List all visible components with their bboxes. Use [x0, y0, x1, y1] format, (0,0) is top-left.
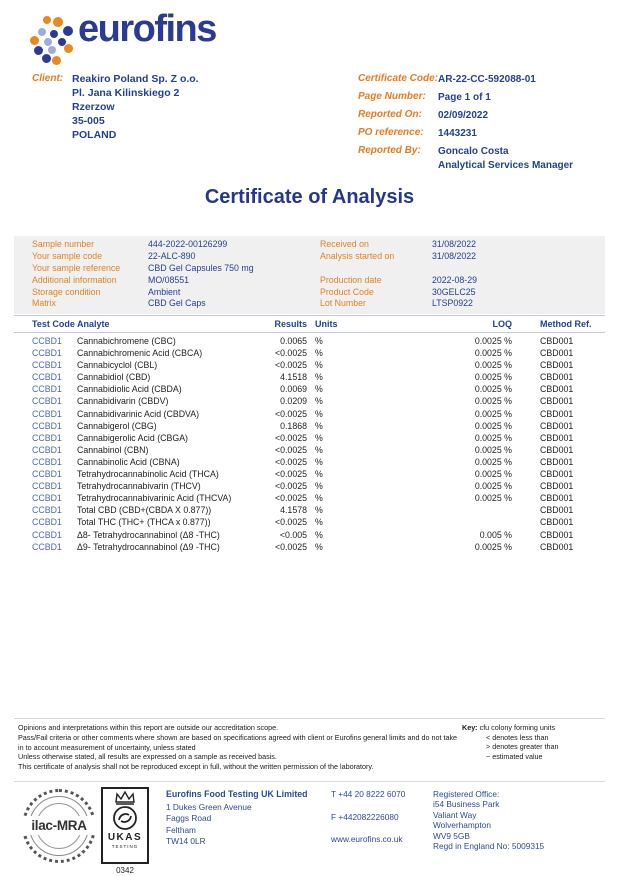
cell-loq: 0.0025 % [474, 493, 512, 504]
sample-info-label: Received on [320, 239, 369, 249]
divider [14, 781, 605, 782]
cell-loq: 0.0025 % [474, 408, 512, 419]
cell-test-code: CCBD1 [32, 493, 62, 504]
meta-value [438, 91, 491, 105]
cell-method-ref: CBD001 [540, 529, 574, 540]
cell-unit: % [315, 505, 323, 516]
cell-method-ref: CBD001 [540, 505, 574, 516]
registered-office-line: Wolverhampton [433, 820, 491, 831]
sample-info-label: Product Code [320, 286, 374, 297]
cell-method-ref: CBD001 [540, 469, 574, 480]
cell-result: <0.0025 [274, 444, 307, 455]
sample-info-panel [14, 236, 605, 314]
cell-unit: % [315, 372, 323, 383]
cell-unit: % [315, 348, 323, 359]
cell-analyte: Cannabidiolic Acid (CBDA) [77, 384, 182, 395]
disclaimer-line: Unless otherwise stated, all results are expressed on a sample as received basis. [18, 752, 277, 762]
phone-number: T +44 20 8222 6070 [331, 789, 406, 799]
cell-result: <0.0025 [274, 456, 307, 467]
sample-info-label: Sample number [32, 239, 95, 249]
logo-dot [48, 46, 56, 54]
meta-value-line: Goncalo Costa [438, 146, 509, 158]
results-table-body [14, 335, 605, 553]
cell-result: 0.1868 [280, 420, 307, 431]
key-legend [462, 723, 559, 761]
cell-analyte: Total CBD (CBD+(CBDA X 0.877)) [77, 505, 212, 516]
results-table-row [14, 335, 605, 347]
cell-method-ref: CBD001 [540, 444, 574, 455]
results-table-row [14, 541, 605, 553]
results-table-row [14, 529, 605, 541]
logo-dot [38, 28, 46, 36]
cell-unit: % [315, 360, 323, 371]
cell-test-code: CCBD1 [32, 360, 62, 371]
cell-test-code: CCBD1 [32, 420, 62, 431]
meta-row [358, 127, 608, 141]
cell-result: <0.0025 [274, 493, 307, 504]
cell-unit: % [315, 456, 323, 467]
cell-method-ref: CBD001 [540, 541, 574, 552]
cell-analyte: Cannabichromenic Acid (CBCA) [77, 348, 203, 359]
ukas-number: 0342 [116, 866, 134, 875]
cell-unit: % [315, 469, 323, 480]
cell-result: <0.0025 [274, 469, 307, 480]
results-table-row [14, 432, 605, 444]
cell-analyte: Cannabinolic Acid (CBNA) [77, 456, 180, 467]
cell-method-ref: CBD001 [540, 336, 574, 346]
cell-result: <0.0025 [274, 481, 307, 492]
cell-test-code: CCBD1 [32, 396, 62, 407]
logo-dot [63, 26, 73, 36]
divider [14, 718, 605, 719]
results-table-row [14, 468, 605, 480]
cell-analyte: Cannabigerol (CBG) [77, 420, 157, 431]
cell-result: <0.0025 [274, 517, 307, 528]
sample-info-label: Lot Number [320, 298, 366, 309]
meta-row [358, 145, 608, 172]
cell-loq: 0.0025 % [474, 481, 512, 492]
cell-loq: 0.005 % [479, 529, 512, 540]
sample-info-value: 30GELC25 [432, 286, 476, 297]
sample-info-value: CBD Gel Caps [148, 298, 206, 309]
results-table-row [14, 504, 605, 516]
registered-office-line: i54 Business Park [433, 799, 500, 810]
results-table-row [14, 395, 605, 407]
sample-info-value: 31/08/2022 [432, 239, 477, 249]
cell-result: <0.0025 [274, 541, 307, 552]
results-table-row [14, 408, 605, 420]
cell-analyte: Cannabidivarin (CBDV) [77, 396, 169, 407]
company-address-lines [166, 802, 308, 848]
sample-info-label [320, 263, 432, 275]
cell-analyte: Cannabigerolic Acid (CBGA) [77, 432, 188, 443]
disclaimer-line: Pass/Fail criteria or other comments where shown are based on specifications agreed with client or Eurofins general limits and do not take in to account measurement of uncertainty, unless stated [18, 732, 458, 752]
meta-value-line: 1443231 [438, 128, 477, 140]
cell-unit: % [315, 384, 323, 395]
sample-info-row [14, 263, 605, 275]
cell-method-ref: CBD001 [540, 384, 574, 395]
logo-dot [52, 56, 61, 65]
meta-value-line-2: Analytical Services Manager [438, 159, 574, 171]
cell-method-ref: CBD001 [540, 456, 574, 467]
sample-info-row [14, 239, 605, 251]
crown-icon [114, 791, 136, 805]
sample-info-value: MO/08551 [148, 274, 190, 285]
results-table-row [14, 371, 605, 383]
cell-result: 0.0065 [280, 336, 307, 346]
ilac-mra-logo [22, 789, 96, 863]
sample-info-value: 22-ALC-890 [148, 250, 196, 261]
ukas-name: UKAS [107, 832, 143, 843]
meta-value-line: 02/09/2022 [438, 110, 489, 122]
cell-unit: % [315, 420, 323, 431]
cell-result: 4.1578 [280, 505, 307, 516]
sample-info-label: Your sample code [32, 250, 103, 261]
company-address-line: TW14 0LR [166, 836, 206, 847]
cell-method-ref: CBD001 [540, 360, 574, 371]
results-table-row [14, 383, 605, 395]
client-address-line: Rzerzow [72, 101, 115, 113]
results-table-row [14, 359, 605, 371]
disclaimer-line: Opinions and interpretations within this report are outside our accreditation scope. [18, 723, 279, 732]
results-table-row [14, 456, 605, 468]
cell-unit: % [315, 541, 323, 552]
company-address-line: 1 Dukes Green Avenue [166, 802, 252, 812]
meta-value-line: Page 1 of 1 [438, 92, 491, 104]
cell-test-code: CCBD1 [32, 541, 62, 552]
company-name: Eurofins Food Testing UK Limited [166, 789, 308, 799]
sample-info-label: Matrix [32, 298, 56, 309]
cell-loq: 0.0025 % [474, 372, 512, 383]
meta-value [438, 127, 477, 141]
cell-analyte: Total THC (THC+ (THCA x 0.877)) [77, 517, 211, 528]
header-analyte: Analyte [77, 319, 110, 329]
cell-loq: 0.0025 % [474, 336, 512, 346]
header-test-code: Test Code [32, 319, 75, 329]
company-address-block [166, 789, 308, 848]
meta-row [358, 109, 608, 123]
disclaimer-text [18, 723, 464, 772]
cell-loq: 0.0025 % [474, 420, 512, 431]
cell-method-ref: CBD001 [540, 372, 574, 383]
registered-office-block [433, 789, 544, 851]
cell-test-code: CCBD1 [32, 408, 62, 419]
cell-loq: 0.0025 % [474, 456, 512, 467]
results-table-row [14, 347, 605, 359]
cell-unit: % [315, 493, 323, 504]
cell-loq: 0.0025 % [474, 348, 512, 359]
logo-dot [34, 46, 43, 55]
sample-info-value: LTSP0922 [432, 298, 473, 309]
meta-label: Page Number: [358, 91, 426, 103]
key-item: ~ estimated value [486, 751, 543, 761]
sample-info-value [432, 263, 605, 275]
client-address-line: Reakiro Poland Sp. Z o.o. [72, 73, 199, 85]
results-table-row [14, 480, 605, 492]
report-meta [358, 73, 608, 177]
cell-result: <0.0025 [274, 432, 307, 443]
meta-label: Reported By: [358, 145, 421, 157]
header-results: Results [274, 319, 307, 329]
company-address-line: Feltham [166, 824, 196, 835]
results-table-row [14, 444, 605, 456]
results-table-header [14, 315, 605, 333]
cell-unit: % [315, 444, 323, 455]
header-method-ref: Method Ref. [540, 319, 592, 329]
meta-row [358, 73, 608, 87]
cell-method-ref: CBD001 [540, 481, 574, 492]
cell-loq: 0.0025 % [474, 360, 512, 371]
cell-analyte: Cannabichromene (CBC) [77, 336, 176, 346]
cell-method-ref: CBD001 [540, 493, 574, 504]
cell-test-code: CCBD1 [32, 432, 62, 443]
cell-result: 0.0069 [280, 384, 307, 395]
sample-info-value: 444-2022-00126299 [148, 239, 228, 249]
sample-info-label: Analysis started on [320, 250, 395, 261]
cell-result: <0.005 [279, 529, 307, 540]
cell-test-code: CCBD1 [32, 444, 62, 455]
cell-method-ref: CBD001 [540, 348, 574, 359]
cell-test-code: CCBD1 [32, 469, 62, 480]
ukas-logo [101, 787, 149, 864]
sample-info-row [14, 298, 605, 310]
key-items [462, 733, 559, 762]
cell-unit: % [315, 517, 323, 528]
key-label: Key: [462, 723, 478, 732]
logo-dot [53, 17, 63, 27]
registered-office-lines [433, 799, 544, 851]
meta-label: PO reference: [358, 127, 424, 139]
logo-dot [43, 16, 51, 24]
cell-result: <0.0025 [274, 408, 307, 419]
cell-unit: % [315, 336, 323, 346]
key-item: < denotes less than [486, 732, 549, 742]
registered-office-line: WV9 5GB [433, 830, 470, 841]
meta-value-line: AR-22-CC-592088-01 [438, 74, 536, 85]
logo-dot [44, 38, 52, 46]
cell-analyte: Tetrahydrocannabivarin (THCV) [77, 481, 201, 492]
cell-unit: % [315, 396, 323, 407]
ilac-mra-band [19, 816, 99, 835]
ilac-mra-text: ilac-MRA [31, 818, 87, 833]
cell-unit: % [315, 481, 323, 492]
cell-test-code: CCBD1 [32, 481, 62, 492]
cell-test-code: CCBD1 [32, 517, 62, 528]
key-intro-text: cfu colony forming units [479, 723, 556, 732]
key-intro [462, 723, 559, 733]
logo-dot [30, 36, 39, 45]
logo-dot [42, 54, 51, 63]
meta-value [438, 109, 488, 123]
cell-test-code: CCBD1 [32, 348, 62, 359]
results-table-row [14, 492, 605, 504]
cell-unit: % [315, 408, 323, 419]
results-table-row [14, 516, 605, 528]
client-address-line: POLAND [72, 129, 117, 141]
cell-loq: 0.0025 % [474, 541, 512, 552]
cell-analyte: Cannabidivarinic Acid (CBDVA) [77, 408, 200, 419]
cell-unit: % [315, 529, 323, 540]
cell-analyte: Tetrahydrocannabinolic Acid (THCA) [77, 469, 219, 480]
client-label: Client: [32, 73, 64, 84]
sample-info-row [14, 275, 605, 287]
header-loq: LOQ [492, 319, 512, 329]
eurofins-logo-icon [28, 16, 76, 68]
logo-dot [64, 44, 73, 53]
sample-info-value: CBD Gel Capsules 750 mg [148, 262, 254, 273]
key-item: > denotes greater than [486, 742, 559, 752]
meta-row [358, 91, 608, 105]
cell-method-ref: CBD001 [540, 396, 574, 407]
ukas-subtitle: TESTING [111, 844, 139, 849]
contact-block [331, 789, 405, 857]
cell-loq [362, 516, 512, 528]
cell-loq: 0.0025 % [474, 469, 512, 480]
sample-info-row [14, 287, 605, 299]
cell-loq: 0.0025 % [474, 444, 512, 455]
cell-test-code: CCBD1 [32, 529, 62, 540]
cell-method-ref: CBD001 [540, 408, 574, 419]
sample-info-value: 31/08/2022 [432, 250, 477, 261]
cell-result: 0.0209 [280, 396, 307, 407]
client-address [72, 72, 199, 142]
cell-analyte: Δ8- Tetrahydrocannabinol (Δ8 -THC) [77, 529, 220, 540]
cell-test-code: CCBD1 [32, 384, 62, 395]
meta-label: Reported On: [358, 109, 422, 121]
sample-info-label: Additional information [32, 274, 117, 285]
registered-office-title: Registered Office: [433, 789, 500, 799]
cell-analyte: Δ9- Tetrahydrocannabinol (Δ9 -THC) [77, 541, 220, 552]
cell-result: <0.0025 [274, 348, 307, 359]
sample-info-label: Storage condition [32, 286, 101, 297]
cell-loq: 0.0025 % [474, 396, 512, 407]
sample-info-row [14, 251, 605, 263]
cell-test-code: CCBD1 [32, 505, 62, 516]
header-units: Units [315, 319, 338, 329]
client-address-line: 35-005 [72, 115, 105, 127]
cell-loq [362, 504, 512, 516]
sample-info-label: Production date [320, 274, 382, 285]
cell-test-code: CCBD1 [32, 456, 62, 467]
logo-dot [50, 30, 58, 38]
cell-test-code: CCBD1 [32, 336, 62, 346]
cell-loq: 0.0025 % [474, 432, 512, 443]
registered-office-line: Regd in England No: 5009315 [433, 841, 545, 852]
cell-unit: % [315, 432, 323, 443]
cell-analyte: Cannabidiol (CBD) [77, 372, 151, 383]
cell-result: 4.1518 [280, 372, 307, 383]
cell-analyte: Tetrahydrocannabivarinic Acid (THCVA) [77, 493, 232, 504]
cell-test-code: CCBD1 [32, 372, 62, 383]
company-address-line: Faggs Road [166, 813, 212, 824]
meta-value [438, 145, 573, 172]
sample-info-value: 2022-08-29 [432, 274, 477, 285]
cell-method-ref: CBD001 [540, 432, 574, 443]
cell-method-ref: CBD001 [540, 517, 574, 528]
disclaimer-line: This certificate of analysis shall not be reproduced except in full, without the written permission of the laboratory. [18, 762, 374, 772]
sample-info-label: Your sample reference [32, 262, 121, 273]
page-title: Certificate of Analysis [204, 186, 415, 208]
meta-value [438, 73, 536, 87]
sample-info-value: Ambient [148, 286, 181, 297]
cell-result: <0.0025 [274, 360, 307, 371]
cell-analyte: Cannabicyclol (CBL) [77, 360, 158, 371]
cell-analyte: Cannabinol (CBN) [77, 444, 149, 455]
website-url: www.eurofins.co.uk [331, 834, 403, 844]
client-address-line: Pl. Jana Kilinskiego 2 [72, 87, 180, 99]
results-table-row [14, 420, 605, 432]
registered-office-line: Valiant Way [433, 809, 477, 820]
eurofins-wordmark: eurofins [78, 8, 216, 50]
cell-loq: 0.0025 % [474, 384, 512, 395]
meta-label: Certificate Code: [358, 73, 439, 84]
fax-number: F +442082226080 [331, 811, 399, 822]
ukas-mark-icon [112, 805, 138, 831]
cell-method-ref: CBD001 [540, 420, 574, 431]
